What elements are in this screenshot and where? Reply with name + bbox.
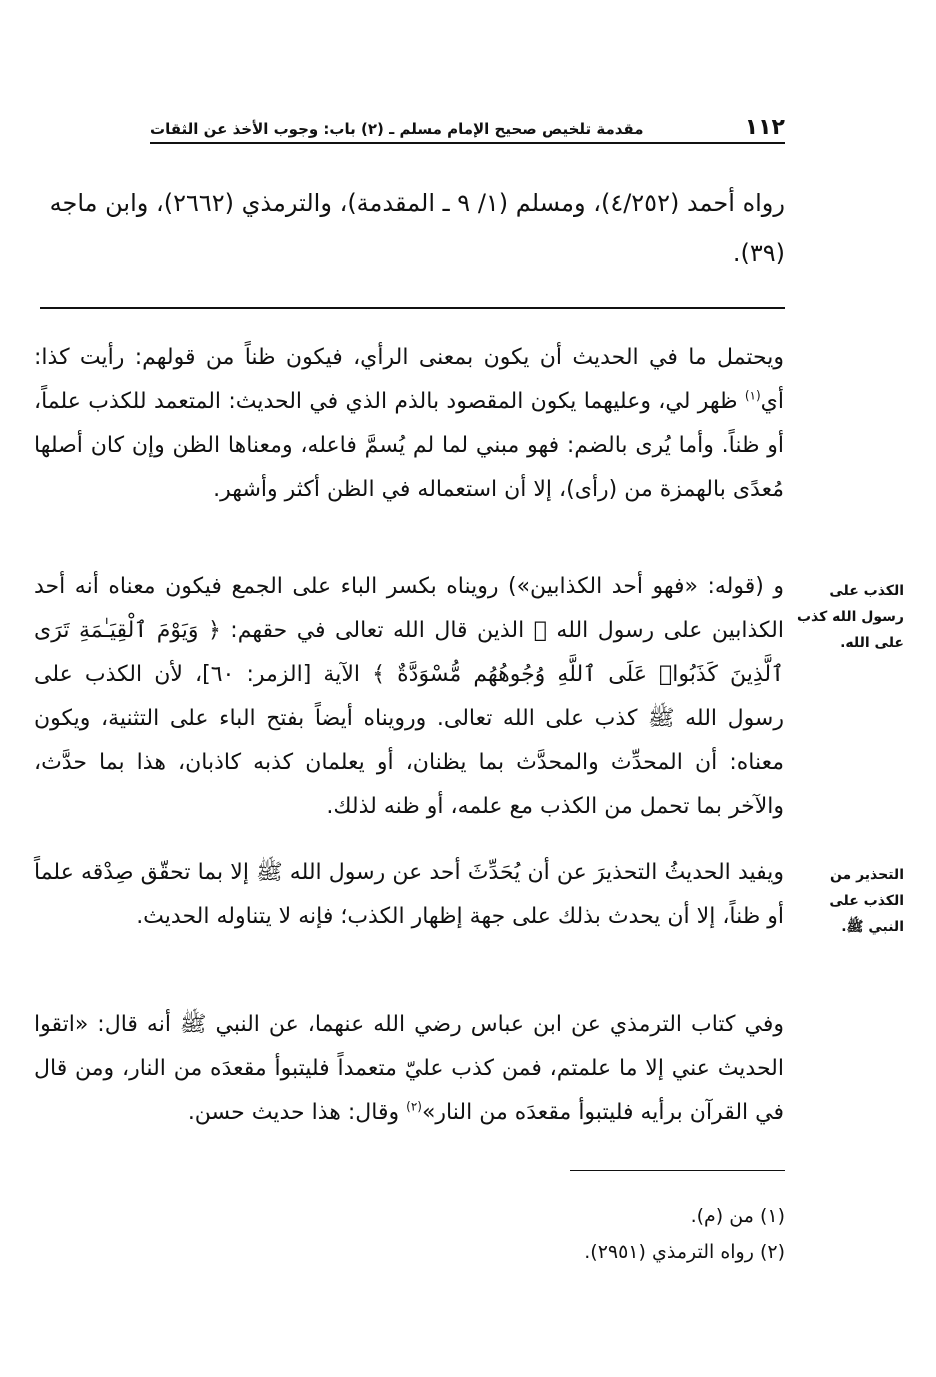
paragraph-warning: ويفيد الحديثُ التحذيرَ عن أن يُحَدِّثَ أحد عن رسول الله ﷺ إلا بما تحقّق صِدْقه علماً أو ظناً، إلا أن يحدث بذلك على جهة إظهار الكذب؛ فإنه لا يتناوله الحديث. bbox=[34, 860, 784, 929]
paragraph-text: وفي كتاب الترمذي عن ابن عباس رضي الله عنهما، عن النبي ﷺ أنه قال: «اتقوا الحديث عني إلا ما علمتم، فمن كذب عليّ متعمداً فليتبوأ مقعدَه من النار، ومن قال في القرآن برأيه فليتبوأ مقعدَه من النار» bbox=[34, 1012, 784, 1125]
footnote-ref[interactable]: (٢) bbox=[406, 1099, 422, 1114]
paragraph-tirmidhi-hadith bbox=[34, 1003, 784, 1135]
page-header bbox=[150, 112, 785, 144]
footnote-divider bbox=[570, 1170, 785, 1171]
margin-note-lying-on-prophet: الكذب على رسول الله كذب على الله. bbox=[796, 583, 904, 651]
paragraph-text: وقال: هذا حديث حسن. bbox=[187, 1100, 407, 1125]
paragraph-text: ظهر لي، وعليهما يكون المقصود بالذم الذي في الحديث: المتعمد للكذب علماً، أو ظناً. وأما يُرى بالضم: فهو مبني لما لم يُسمَّ فاعله، ومعناها الظن وإن كان أصلها مُعدًى بالهمزة من (رأى)، إلا أن استعماله في الظن أكثر وأشهر. bbox=[34, 389, 784, 502]
margin-note-warning: التحذير من الكذب على النبي ﷺ. bbox=[829, 867, 904, 935]
footnote-2: (٢) رواه الترمذي (٢٩٥١). bbox=[584, 1241, 785, 1263]
footnotes bbox=[120, 1198, 785, 1270]
page-number: ١١٢ bbox=[744, 115, 785, 140]
footnote-ref[interactable]: (١) bbox=[744, 388, 761, 403]
paragraph-meaning-of-ra-a bbox=[34, 336, 784, 512]
hadith-source-note: رواه أحمد (٤/٢٥٢)، ومسلم (١/ ٩ ـ المقدمة)، والترمذي (٢٦٦٢)، وابن ماجه (٣٩). bbox=[49, 189, 785, 267]
footnote-1: (١) من (م). bbox=[690, 1205, 785, 1227]
running-head: مقدمة تلخيص صحيح الإمام مسلم ـ (٢) باب: وجوب الأخذ عن الثقات bbox=[150, 120, 644, 138]
paragraph-text: ويحتمل ما في الحديث أن يكون بمعنى الرأي، فيكون ظناً من قولهم: رأيت كذا: أي bbox=[34, 345, 784, 414]
paragraph-one-of-the-liars: و (قوله: «فهو أحد الكذابين») رويناه بكسر الباء على الجمع فيكون معناه أنه أحد الكذابين على رسول الله ﷺ الذين قال الله تعالى في حقهم: ﴿ وَيَوْمَ ٱلْقِيَـٰمَةِ تَرَى ٱلَّذِينَ كَذَبُوا۟ عَلَى ٱللَّهِ وُجُوهُهُم مُّسْوَدَّةٌ ﴾ الآية [الزمر: ٦٠]، لأن الكذب على رسول الله ﷺ كذب على الله تعالى. ورويناه أيضاً بفتح الباء على التثنية، ويكون معناه: أن المحدِّث والمحدَّث بما يظنان، أو يعلمان كذبه كاذبان، هذا بما حدَّث، والآخر بما تحمل من الكذب مع علمه، أو ظنه لذلك. bbox=[34, 574, 785, 819]
section-divider bbox=[40, 307, 785, 309]
